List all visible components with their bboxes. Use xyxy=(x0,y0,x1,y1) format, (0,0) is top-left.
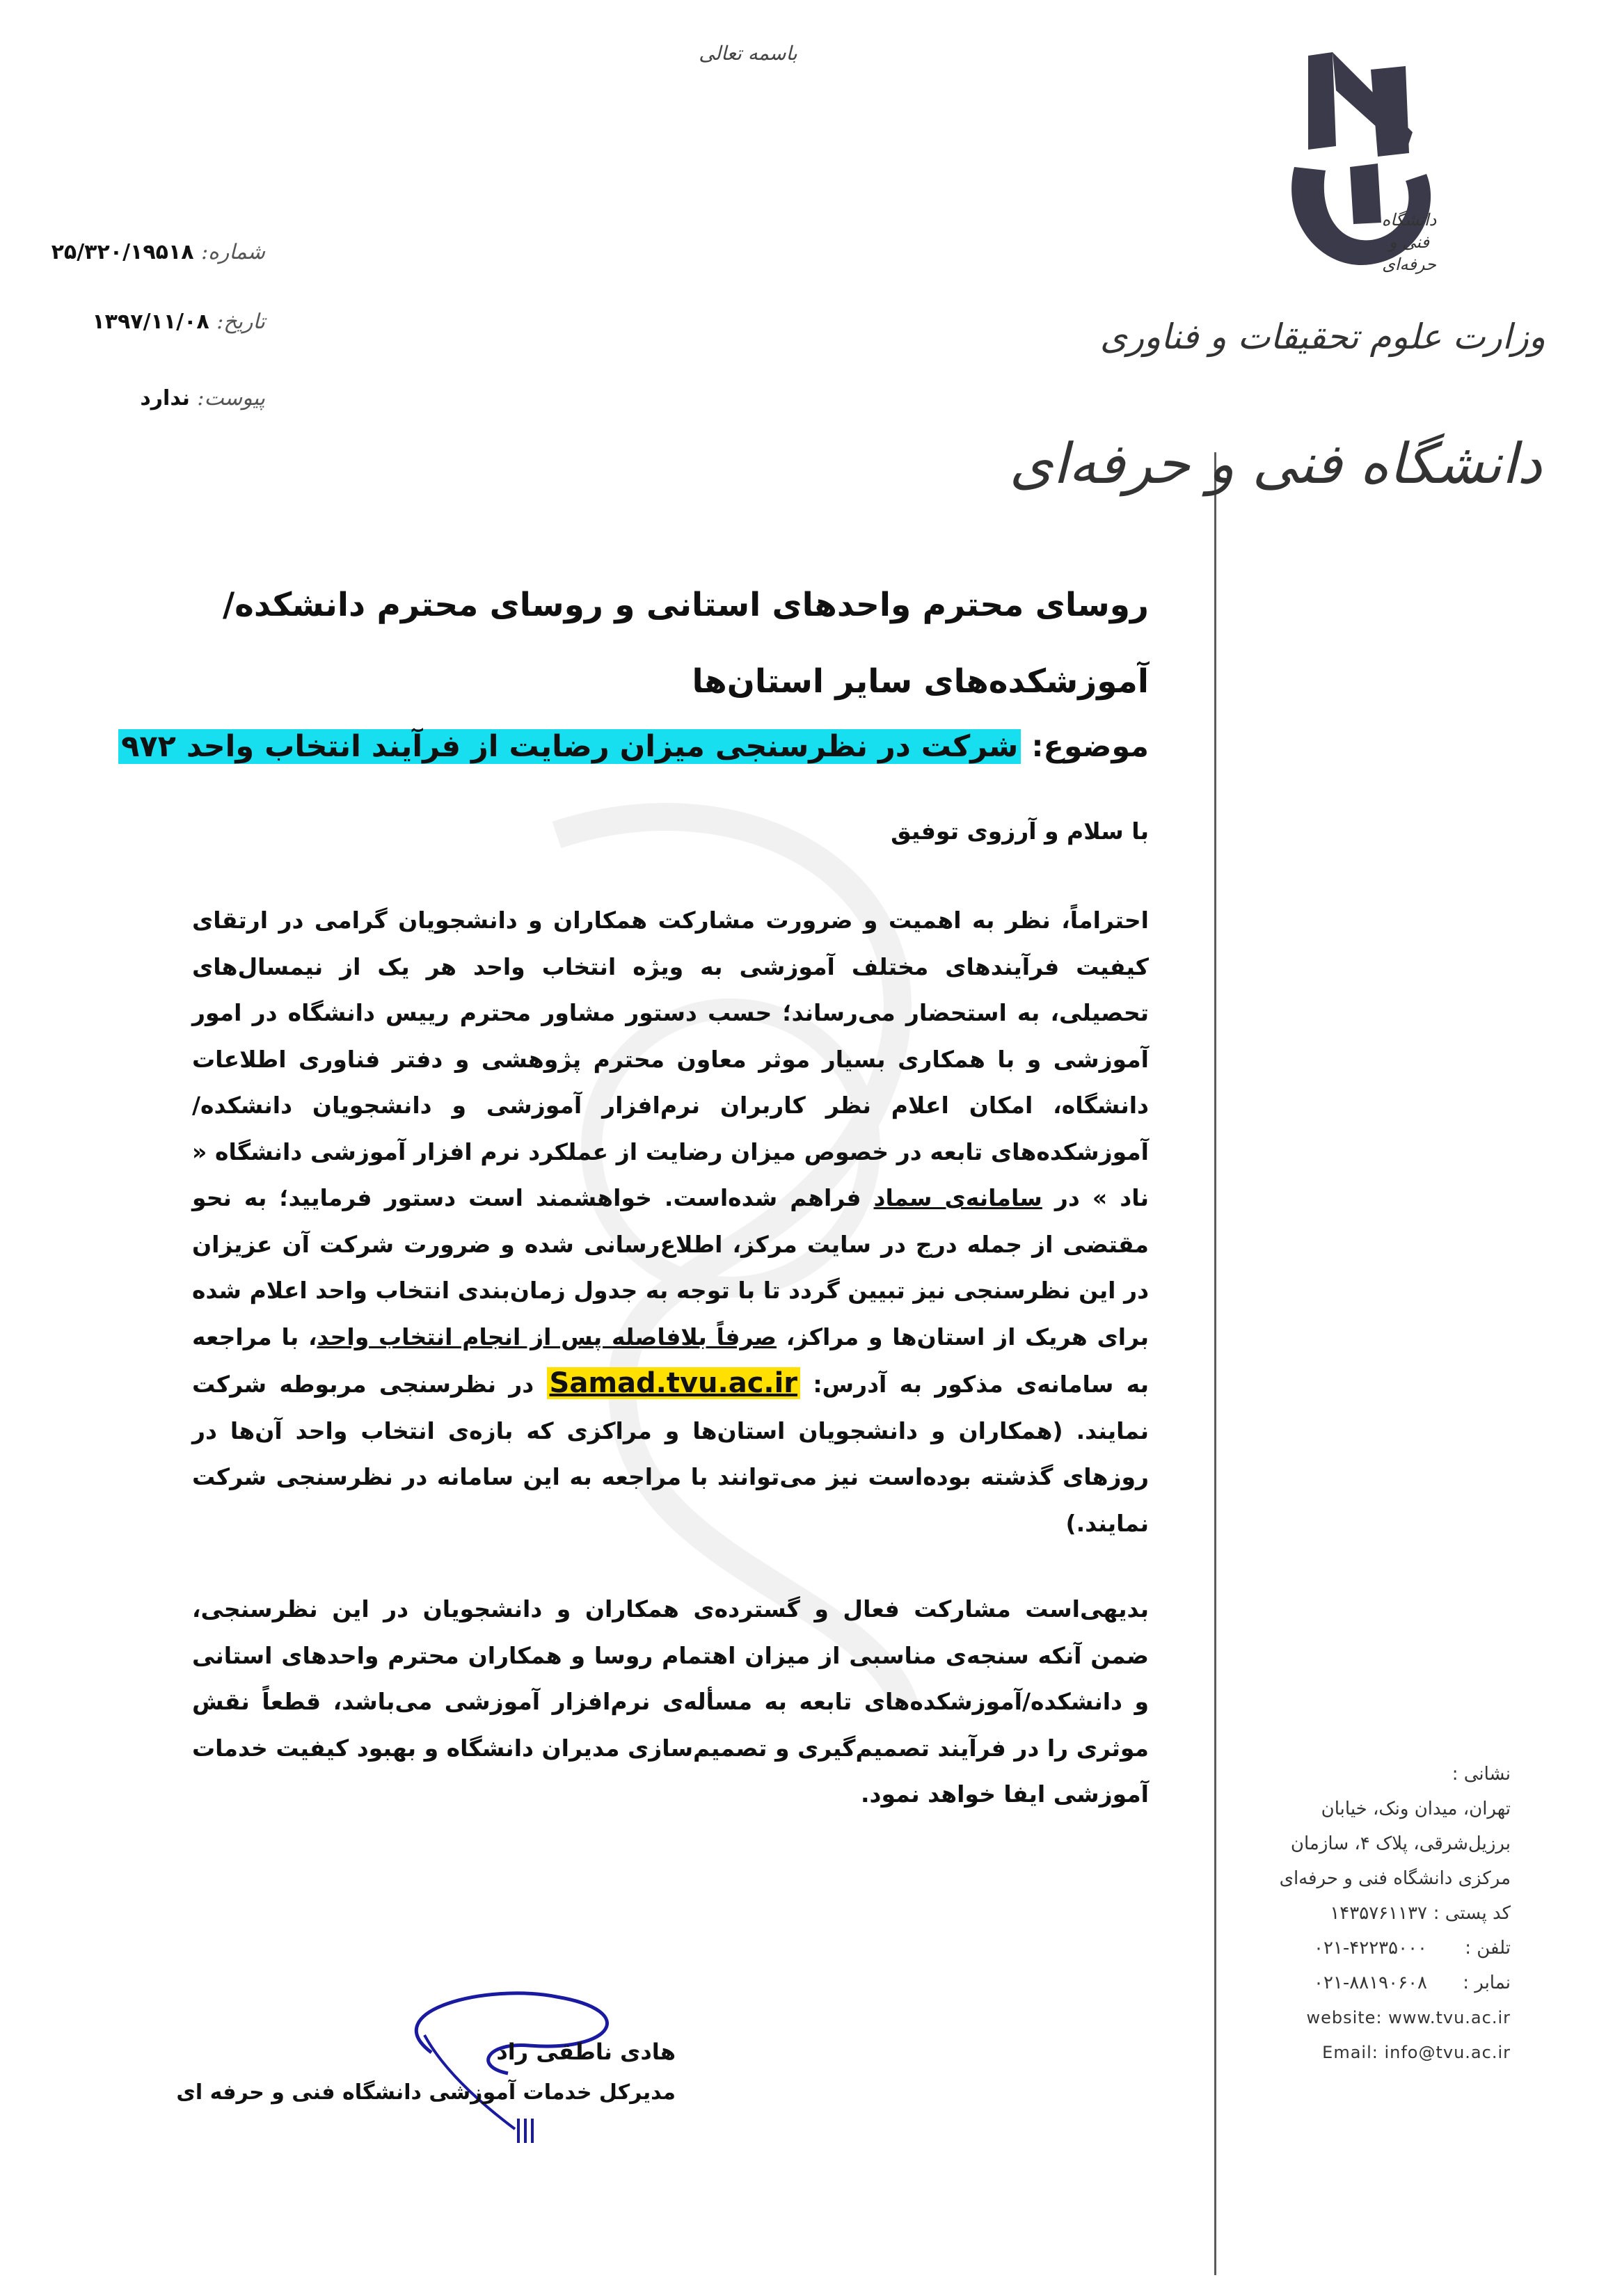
letter-date-label: تاریخ: xyxy=(216,310,265,334)
recipient: روسای محترم واحدهای استانی و روسای محترم دانشکده/آموزشکده‌های سایر استان‌ها xyxy=(223,586,1149,701)
address-line-3: مرکزی دانشگاه فنی و حرفه‌ای xyxy=(1279,1868,1511,1889)
invocation: باسمه تعالی xyxy=(699,42,797,65)
address-line-2: برزیل‌شرقی، پلاک ۴، سازمان xyxy=(1290,1833,1511,1854)
ministry-name: وزارت علوم تحقیقات و فناوری xyxy=(1099,317,1545,357)
university-logo xyxy=(1266,42,1489,320)
university-name: دانشگاه فنی و حرفه‌ای xyxy=(1009,431,1542,496)
postal-code-row xyxy=(1218,1896,1511,1931)
body-paragraph-1 xyxy=(192,898,1149,1547)
email-line[interactable]: Email: info@tvu.ac.ir xyxy=(1322,2043,1511,2062)
subject-line xyxy=(118,729,1149,764)
samad-url-link[interactable]: Samad.tvu.ac.ir xyxy=(547,1367,801,1399)
logo-caption-line1: دانشگاه xyxy=(1381,210,1437,230)
p1-part-a: احتراماً، نظر به اهمیت و ضرورت مشارکت همکاران و دانشجویان گرامی در ارتقای کیفیت فرآیندهای مختلف آموزشی به ویژه انتخاب واحد هر یک از نیمسال‌های تحصیلی، به استحضار می‌رساند؛ حسب دستور مشاور محترم رییس دانشگاه در امور آموزشی و با همکاری بسیار موثر معاون محترم پژوهشی و دفتر فناوری اطلاعات دانشگاه، امکان اعلام نظر کاربران نرم‌افزار آموزشی و دانشجویان دانشکده/آموزشکده‌های تابعه در خصوص میزان رضایت از عملکرد نرم افزار آموزشی دانشگاه « ناد » در xyxy=(192,907,1149,1211)
fax-value: ۰۲۱-۸۸۱۹۰۶۰۸ xyxy=(1314,1972,1427,1993)
subject-label: موضوع: xyxy=(1031,729,1149,764)
phone-label: تلفن : xyxy=(1465,1938,1511,1959)
signatory-title: مدیرکل خدمات آموزشی دانشگاه فنی و حرفه ای xyxy=(176,2080,676,2105)
logo-caption xyxy=(1364,209,1454,276)
fax-label: نمابر : xyxy=(1463,1972,1511,1993)
postal-code-value: ۱۴۳۵۷۶۱۱۳۷ xyxy=(1330,1903,1427,1924)
signatory-name: هادی ناطقی راد xyxy=(496,2039,676,2065)
letter-number xyxy=(51,240,265,264)
fax-row xyxy=(1218,1966,1511,2000)
letter-attachment xyxy=(140,386,265,410)
p1-part-c: ، با مراجعه به سامانه‌ی مذکور به آدرس: xyxy=(192,1323,1149,1398)
subject-text: شرکت در نظرسنجی میزان رضایت از فرآیند انتخاب واحد ۹۷۲ xyxy=(118,729,1021,764)
letter-attachment-label: پیوست: xyxy=(197,386,265,410)
address-line-1: تهران، میدان ونک، خیابان xyxy=(1321,1799,1511,1819)
phone-row xyxy=(1218,1931,1511,1966)
letterhead-divider xyxy=(1214,452,1216,2275)
letter-date xyxy=(92,310,265,334)
immediately-after-selection: صرفاً بلافاصله پس از انجام انتخاب واحد xyxy=(317,1323,777,1350)
letter-number-label: شماره: xyxy=(201,240,265,264)
body-paragraph-2: بدیهی‌است مشارکت فعال و گسترده‌ی همکاران و دانشجویان در این نظرسنجی، ضمن آنکه سنجه‌ی مناسبی از میزان اهتمام روسا و همکاران محترم واحدهای استانی و دانشکده/آموزشکده‌های تابعه به مسأله‌ی نرم‌افزار آموزشی می‌باشد، قطعاً نقش موثری را در فرآیند تصمیم‌گیری و تصمیم‌سازی مدیران دانشگاه و بهبود کیفیت خدمات آموزشی ایفا خواهد نمود. xyxy=(192,1595,1149,1808)
p1-part-b: فراهم شده‌است. خواهشمند است دستور فرمایید؛ به نحو مقتضی از جمله درج در سایت مرکز، اطلاع‌رسانی شده و ضرورت شرکت آن عزیزان در این نظرسنجی نیز تبیین گردد تا با توجه به جدول زمان‌بندی انتخاب واحد اعلام شده برای هریک از استان‌ها و مراکز، xyxy=(192,1184,1149,1350)
letter-date-value: ۱۳۹۷/۱۱/۰۸ xyxy=(92,310,209,334)
phone-value: ۰۲۱-۴۲۲۳۵۰۰۰ xyxy=(1314,1938,1427,1959)
logo-caption-line2: فنی و حرفه‌ای xyxy=(1382,232,1436,274)
samad-system-mention: سامانه‌ی سماد xyxy=(873,1184,1042,1211)
p1-part-d: در نظرسنجی مربوطه شرکت نمایند. (همکاران و دانشجویان استان‌ها و مراکزی که بازه‌ی انتخاب واحد آن‌ها در روزهای گذشته بوده‌است نیز می‌توانند با مراجعه به این سامانه در نظرسنجی شرکت نمایند.) xyxy=(192,1371,1149,1537)
website-line[interactable]: website: www.tvu.ac.ir xyxy=(1306,2008,1511,2027)
postal-code-label: کد پستی : xyxy=(1433,1903,1511,1924)
greeting: با سلام و آرزوی توفیق xyxy=(891,818,1149,845)
address-block xyxy=(1218,1757,1511,2070)
letter-number-value: ۲۵/۳۲۰/۱۹۵۱۸ xyxy=(51,240,194,264)
address-label: نشانی : xyxy=(1452,1764,1511,1785)
letter-attachment-value: ندارد xyxy=(140,386,190,410)
